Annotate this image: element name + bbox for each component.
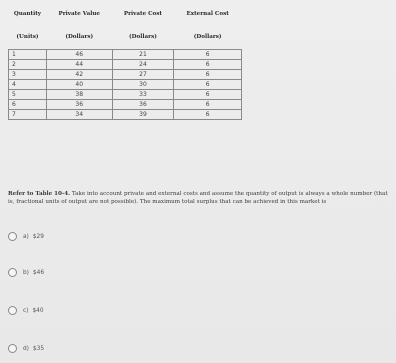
radio-button-icon[interactable]	[8, 232, 17, 241]
header-external-cost: External Cost	[186, 11, 229, 17]
data-table	[8, 6, 242, 120]
cell-private-value: 46	[46, 50, 112, 60]
question-reference: Refer to Table 10-4.	[8, 191, 71, 197]
header-external-cost-unit: (Dollars)	[193, 34, 222, 40]
cell-quantity: 6	[9, 100, 47, 110]
table-row	[9, 50, 242, 60]
cell-private-cost: 30	[112, 80, 174, 90]
cell-quantity: 5	[9, 90, 47, 100]
option-letter: c)	[23, 307, 29, 314]
cell-quantity: 1	[9, 50, 47, 60]
cell-private-value: 44	[46, 60, 112, 70]
cell-private-cost: 39	[112, 110, 174, 120]
cell-private-cost: 36	[112, 100, 174, 110]
cell-private-cost: 24	[112, 60, 174, 70]
header-quantity: Quantity	[13, 11, 42, 17]
option-text: $46	[32, 269, 45, 276]
cell-quantity: 7	[9, 110, 47, 120]
header-private-cost: Private Cost	[123, 11, 163, 17]
cell-private-value: 40	[46, 80, 112, 90]
cell-external-cost: 6	[174, 60, 242, 70]
cell-quantity: 4	[9, 80, 47, 90]
header-quantity-unit: (Units)	[16, 34, 39, 40]
cell-private-cost: 33	[112, 90, 174, 100]
question-body: Take into account private and external costs and assume the quantity of output is always a whole number (that is, fractional units of output are not possible). The maximum total surplus that can be achieved in this market is	[8, 191, 388, 205]
header-private-value-unit: (Dollars)	[65, 34, 94, 40]
cell-private-value: 36	[46, 100, 112, 110]
table-row	[9, 60, 242, 70]
option-text: $29	[32, 233, 44, 240]
cell-private-cost: 27	[112, 70, 174, 80]
cell-external-cost: 6	[174, 110, 242, 120]
cell-private-value: 38	[46, 90, 112, 100]
option-d[interactable]	[8, 344, 44, 353]
cell-quantity: 2	[9, 60, 47, 70]
option-a[interactable]	[8, 232, 44, 241]
option-text: $35	[32, 345, 45, 352]
option-b[interactable]	[8, 268, 44, 277]
radio-button-icon[interactable]	[8, 268, 17, 277]
question-text	[8, 190, 388, 206]
option-letter: d)	[23, 345, 29, 352]
cell-external-cost: 6	[174, 70, 242, 80]
option-letter: a)	[23, 233, 29, 240]
table-row	[9, 90, 242, 100]
option-letter: b)	[23, 269, 29, 276]
table-row	[9, 70, 242, 80]
table-row	[9, 100, 242, 110]
cell-external-cost: 6	[174, 50, 242, 60]
option-text: $40	[32, 307, 44, 314]
radio-button-icon[interactable]	[8, 306, 17, 315]
table-row	[9, 110, 242, 120]
header-private-value: Private Value	[58, 11, 100, 17]
radio-button-icon[interactable]	[8, 344, 17, 353]
cell-private-value: 42	[46, 70, 112, 80]
option-c[interactable]	[8, 306, 44, 315]
cell-external-cost: 6	[174, 100, 242, 110]
cell-quantity: 3	[9, 70, 47, 80]
header-private-cost-unit: (Dollars)	[129, 34, 157, 40]
cell-private-value: 34	[46, 110, 112, 120]
table-row	[9, 80, 242, 90]
cell-private-cost: 21	[112, 50, 174, 60]
cell-external-cost: 6	[174, 90, 242, 100]
cell-external-cost: 6	[174, 80, 242, 90]
